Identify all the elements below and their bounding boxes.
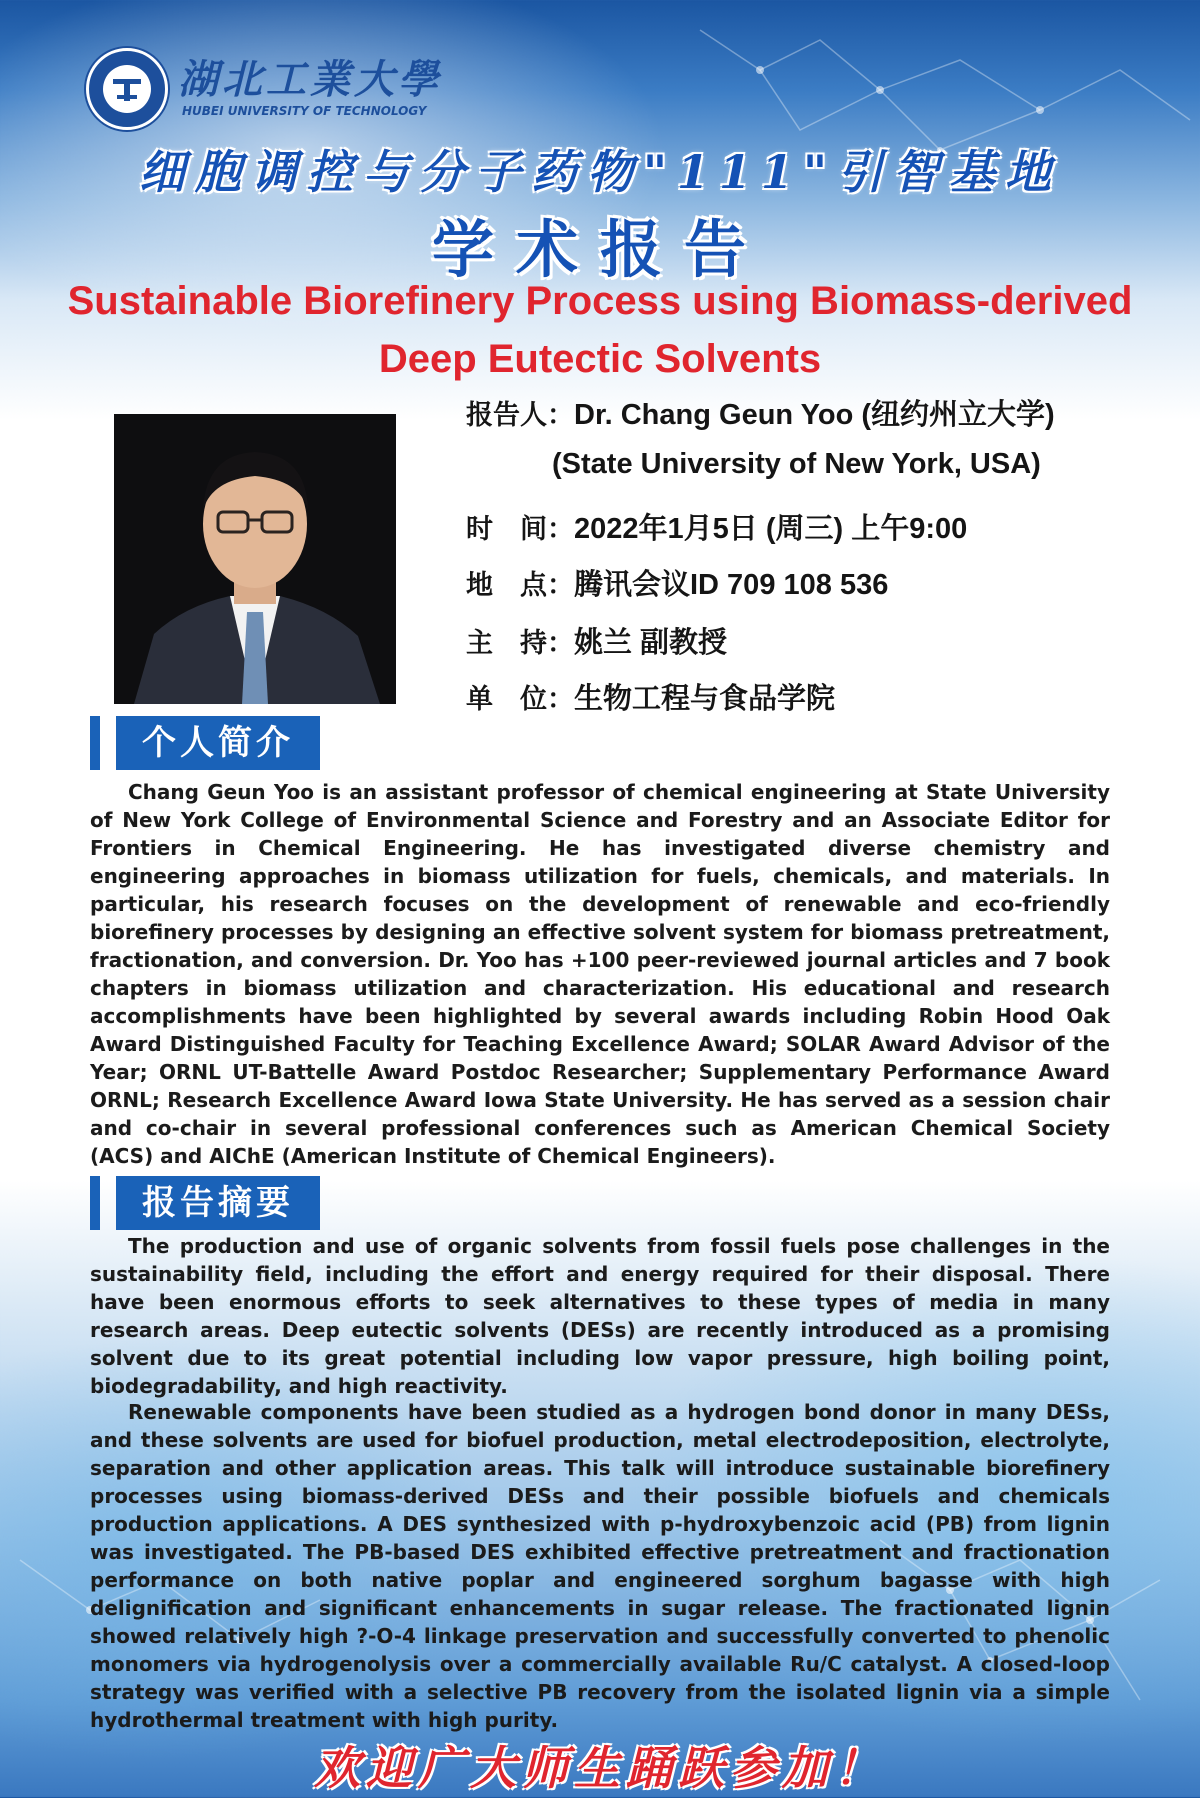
university-name-cn: 湖北工業大學 (178, 56, 442, 103)
abstract-paragraph-1: The production and use of organic solvents from fossil fuels pose challenges in the sustainability field, including the effort and energy required for their disposal. There have been enormous efforts to seek alternatives to these types of media in many research areas. Deep eutectic solvents (DESs) are recently introduced as a promising solvent due to its great potential including low vapor pressure, high boiling point, biodegradability, and high reactivity. (90, 1234, 1110, 1398)
time-label: 时 间： (466, 514, 574, 545)
university-name-en: HUBEI UNIVERSITY OF TECHNOLOGY (182, 104, 427, 118)
host-label: 主 持： (466, 628, 574, 659)
abstract-heading (90, 1176, 320, 1230)
talk-title-line-2: Deep Eutectic Solvents (378, 337, 822, 381)
time-value: 2022年1月5日 (周三) 上午9:00 (574, 513, 968, 545)
place-row (466, 562, 888, 602)
unit-value: 生物工程与食品学院 (574, 683, 836, 715)
speaker-name: Dr. Chang Geun Yoo (纽约州立大学) (574, 399, 1055, 431)
place-value: 腾讯会议ID 709 108 536 (574, 569, 889, 601)
abstract-heading-label: 报告摘要 (116, 1176, 320, 1230)
university-logo-icon (86, 48, 168, 130)
speaker-affiliation: (State University of New York, USA) (552, 448, 1041, 480)
report-title: 学术报告 (431, 213, 768, 286)
university-header (86, 48, 446, 124)
unit-label: 单 位： (466, 684, 574, 715)
base-title: 细胞调控与分子药物"111"引智基地 (139, 145, 1061, 199)
speaker-row (466, 392, 1055, 432)
speaker-photo (114, 414, 396, 704)
talk-title (20, 272, 1180, 388)
unit-row (466, 676, 835, 716)
speaker-label: 报告人： (466, 400, 574, 431)
host-row (466, 620, 727, 660)
welcome-banner: 欢迎广大师生踊跃参加！ (314, 1741, 886, 1795)
talk-title-line-1: Sustainable Biorefinery Process using Biomass-derived (67, 279, 1133, 323)
place-label: 地 点： (466, 570, 574, 601)
bio-paragraph: Chang Geun Yoo is an assistant professor of chemical engineering at State University of New York College of Environmental Science and Forestry and an Associate Editor for Frontiers in Chemical Engineering. He has investigated diverse chemistry and engineering approaches in biomass utilization for fuels, chemicals, and materials. In particular, his research focuses on the development of renewable and eco-friendly biorefinery processes by designing an effective solvent system for biomass pretreatment, fractionation, and conversion. Dr. Yoo has +100 peer-reviewed journal articles and 7 book chapters in biomass utilization and characterization. His educational and research accomplishments have been highlighted by several awards including Robin Hood Oak Award Distinguished Faculty for Teaching Excellence Award; SOLAR Award Advisor of the Year; ORNL UT-Battelle Award Postdoc Researcher; Supplementary Performance Award ORNL; Research Excellence Award Iowa State University. He has served as a session chair and co-chair in several professional conferences such as American Chemical Society (ACS) and AIChE (American Institute of Chemical Engineers). (90, 780, 1110, 1168)
bio-heading (90, 716, 320, 770)
abstract-paragraph-2: Renewable components have been studied as a hydrogen bond donor in many DESs, and these solvents are used for biofuel production, metal electrodeposition, electrolyte, separation and other application areas. This talk will introduce sustainable biorefinery processes using biomass-derived DESs and their possible biofuels and chemicals production applications. A DES synthesized with p-hydroxybenzoic acid (PB) from lignin was investigated. The PB-based DES exhibited effective pretreatment and fractionation performance on both native poplar and engineered sorghum bagasse with high delignification and significant enhancements in sugar release. The fractionated lignin showed relatively high ?-O-4 linkage preservation and successfully converted to phenolic monomers via hydrogenolysis over a commercially available Ru/C catalyst. A closed-loop strategy was verified with a selective PB recovery from the isolated lignin via a simple hydrothermal treatment with high purity. (90, 1400, 1110, 1732)
time-row (466, 506, 967, 546)
bio-heading-label: 个人简介 (116, 716, 320, 770)
host-value: 姚兰 副教授 (574, 627, 728, 659)
